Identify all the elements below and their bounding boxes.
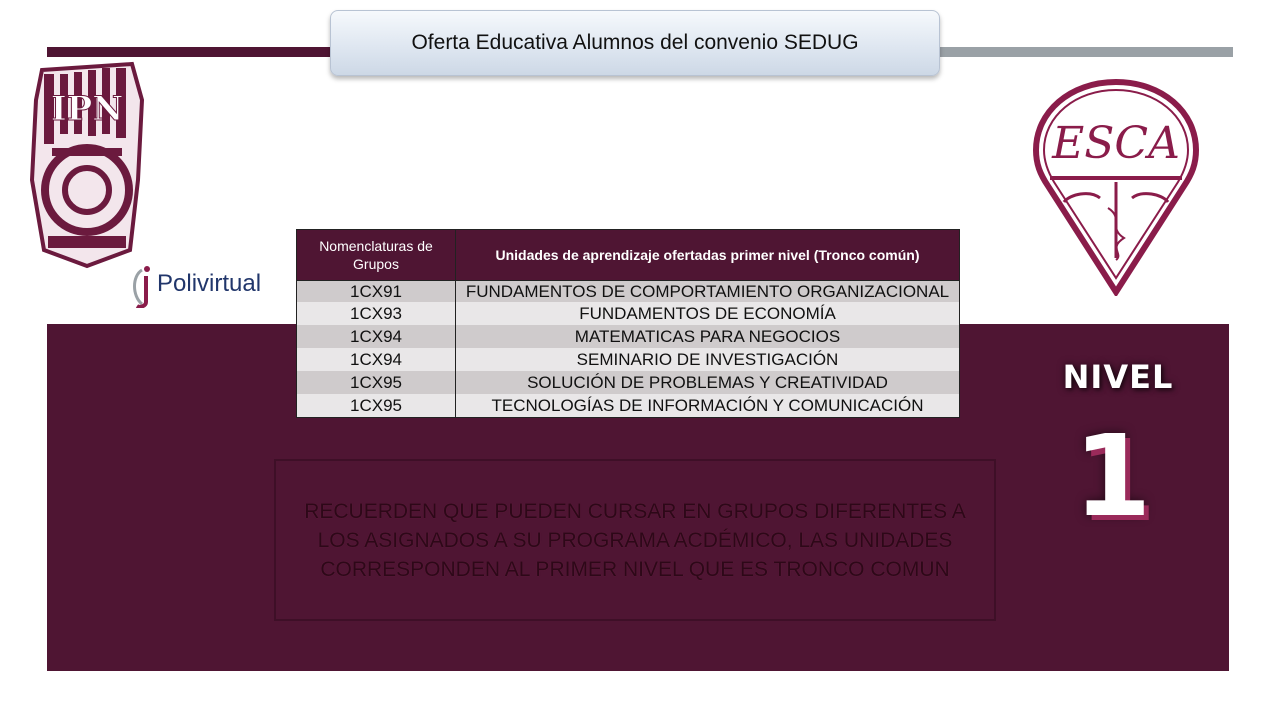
- ipn-logo-text: IPN: [50, 89, 124, 129]
- header-bar-right: [930, 47, 1233, 57]
- table-row: [297, 348, 960, 371]
- table-row: [297, 325, 960, 348]
- group-cell: 1CX95: [297, 394, 456, 418]
- reminder-text: RECUERDEN QUE PUEDEN CURSAR EN GRUPOS DIFERENTES A LOS ASIGNADOS A SU PROGRAMA ACDÉMICO, LAS UNIDADES CORRESPONDEN AL PRIMER NIVEL QUE ES TRONCO COMUN: [304, 499, 966, 581]
- level-label: NIVEL: [1062, 358, 1174, 396]
- header-bar-left: [47, 47, 347, 57]
- unit-cell: SEMINARIO DE INVESTIGACIÓN: [456, 348, 960, 371]
- group-cell: 1CX94: [297, 348, 456, 371]
- table-row: [297, 281, 960, 303]
- table-row: [297, 302, 960, 325]
- polivirtual-logo: Polivirtual: [157, 270, 262, 297]
- unit-cell: MATEMATICAS PARA NEGOCIOS: [456, 325, 960, 348]
- level-number: 1: [1073, 412, 1152, 542]
- column-header-units: Unidades de aprendizaje ofertadas primer nivel (Tronco común): [456, 230, 960, 281]
- group-cell: 1CX95: [297, 371, 456, 394]
- group-cell: 1CX94: [297, 325, 456, 348]
- reminder-box: [274, 459, 996, 621]
- unit-cell: SOLUCIÓN DE PROBLEMAS Y CREATIVIDAD: [456, 371, 960, 394]
- column-header-groups: Nomenclaturas de Grupos: [297, 230, 456, 281]
- esca-logo: [1030, 78, 1202, 296]
- table-row: [297, 371, 960, 394]
- unit-cell: FUNDAMENTOS DE ECONOMÍA: [456, 302, 960, 325]
- table-row: [297, 394, 960, 418]
- ipn-logo: [22, 60, 152, 270]
- unit-cell: TECNOLOGÍAS DE INFORMACIÓN Y COMUNICACIÓN: [456, 394, 960, 418]
- unit-cell: FUNDAMENTOS DE COMPORTAMIENTO ORGANIZACIONAL: [456, 281, 960, 303]
- esca-logo-text: ESCA: [1052, 118, 1180, 169]
- group-cell: 1CX93: [297, 302, 456, 325]
- page-title: Oferta Educativa Alumnos del convenio SEDUG: [330, 10, 940, 76]
- group-cell: 1CX91: [297, 281, 456, 303]
- course-table: [296, 229, 960, 418]
- table-header-row: [297, 230, 960, 281]
